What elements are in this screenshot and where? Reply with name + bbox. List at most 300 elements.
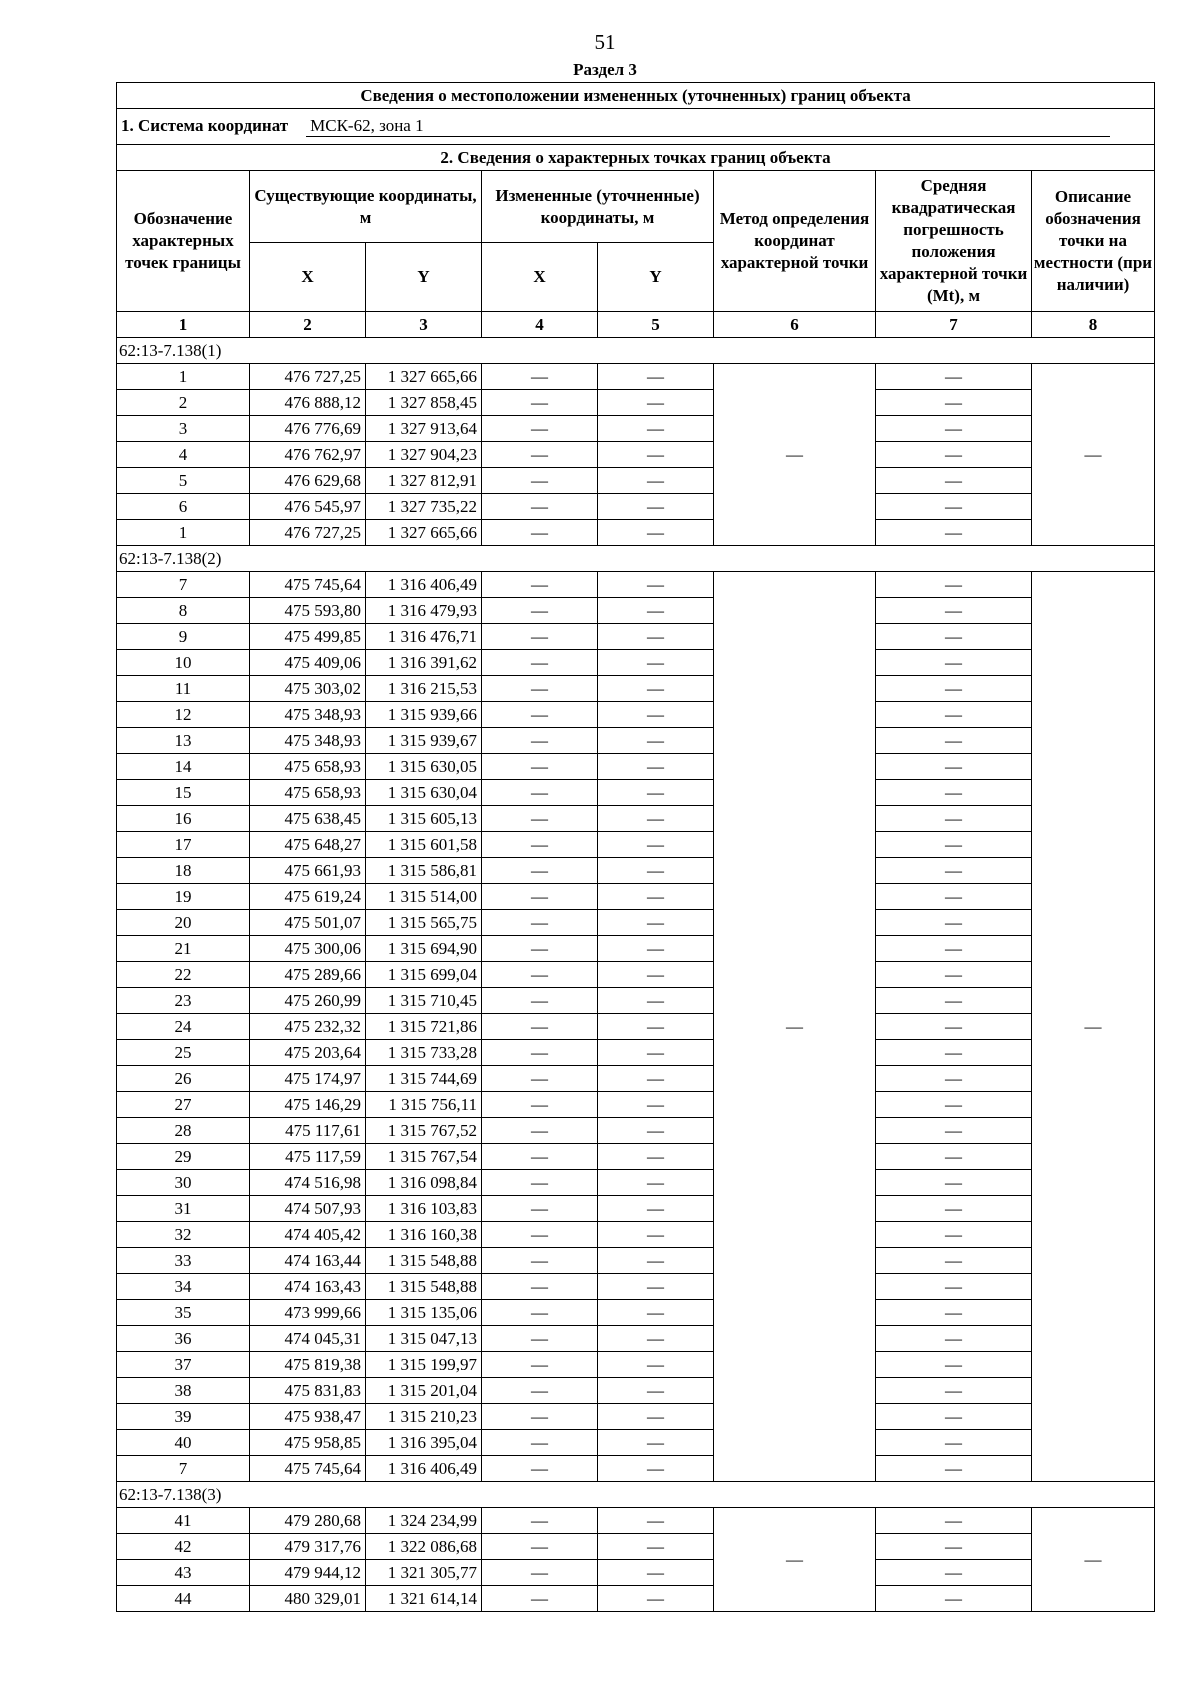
mean-error-cell: — xyxy=(876,624,1032,650)
page-number: 51 xyxy=(594,30,616,54)
existing-x: 474 163,43 xyxy=(250,1274,366,1300)
mean-error-cell: — xyxy=(876,832,1032,858)
changed-x: — xyxy=(482,702,598,728)
changed-x: — xyxy=(482,468,598,494)
changed-x: — xyxy=(482,1066,598,1092)
table-row xyxy=(117,1274,1155,1300)
existing-y: 1 327 812,91 xyxy=(366,468,482,494)
existing-y: 1 321 305,77 xyxy=(366,1560,482,1586)
mean-error-cell: — xyxy=(876,1092,1032,1118)
changed-x: — xyxy=(482,1170,598,1196)
existing-y: 1 327 858,45 xyxy=(366,390,482,416)
point-id: 43 xyxy=(117,1560,250,1586)
changed-y: — xyxy=(598,962,714,988)
header-point-designation: Обозначение характерных точек границы xyxy=(117,171,250,312)
changed-x: — xyxy=(482,858,598,884)
table-row xyxy=(117,624,1155,650)
existing-x: 475 938,47 xyxy=(250,1404,366,1430)
point-id: 42 xyxy=(117,1534,250,1560)
point-id: 16 xyxy=(117,806,250,832)
point-id: 13 xyxy=(117,728,250,754)
mean-error-cell: — xyxy=(876,962,1032,988)
table-row xyxy=(117,1534,1155,1560)
changed-y: — xyxy=(598,858,714,884)
changed-y: — xyxy=(598,832,714,858)
point-id: 17 xyxy=(117,832,250,858)
group-row xyxy=(117,338,1155,364)
table-row xyxy=(117,1170,1155,1196)
changed-y: — xyxy=(598,884,714,910)
point-id: 4 xyxy=(117,442,250,468)
changed-y: — xyxy=(598,442,714,468)
point-id: 31 xyxy=(117,1196,250,1222)
changed-x: — xyxy=(482,520,598,546)
changed-y: — xyxy=(598,598,714,624)
mean-error-cell: — xyxy=(876,884,1032,910)
changed-x: — xyxy=(482,728,598,754)
mean-error-cell: — xyxy=(876,1378,1032,1404)
changed-x: — xyxy=(482,806,598,832)
table-row xyxy=(117,884,1155,910)
existing-y: 1 316 476,71 xyxy=(366,624,482,650)
mean-error-cell: — xyxy=(876,1066,1032,1092)
changed-x: — xyxy=(482,1300,598,1326)
changed-x: — xyxy=(482,1534,598,1560)
point-id: 32 xyxy=(117,1222,250,1248)
existing-x: 474 516,98 xyxy=(250,1170,366,1196)
changed-x: — xyxy=(482,754,598,780)
changed-x: — xyxy=(482,572,598,598)
existing-y: 1 316 406,49 xyxy=(366,572,482,598)
changed-y: — xyxy=(598,702,714,728)
existing-y: 1 315 733,28 xyxy=(366,1040,482,1066)
table-row xyxy=(117,1040,1155,1066)
mean-error-cell: — xyxy=(876,364,1032,390)
table-row xyxy=(117,572,1155,598)
coord-system-value: МСК-62, зона 1 xyxy=(306,116,1110,137)
existing-x: 474 507,93 xyxy=(250,1196,366,1222)
mean-error-cell: — xyxy=(876,1352,1032,1378)
existing-y: 1 315 630,04 xyxy=(366,780,482,806)
point-id: 37 xyxy=(117,1352,250,1378)
existing-x: 479 280,68 xyxy=(250,1508,366,1534)
existing-x: 475 289,66 xyxy=(250,962,366,988)
table-row xyxy=(117,442,1155,468)
table-subtitle: 2. Сведения о характерных точках границ объекта xyxy=(117,145,1155,171)
existing-x: 475 409,06 xyxy=(250,650,366,676)
existing-x: 476 727,25 xyxy=(250,364,366,390)
column-number: 8 xyxy=(1032,312,1155,338)
existing-x: 474 405,42 xyxy=(250,1222,366,1248)
mean-error-cell: — xyxy=(876,1196,1032,1222)
existing-x: 475 232,32 xyxy=(250,1014,366,1040)
changed-x: — xyxy=(482,624,598,650)
existing-y: 1 316 103,83 xyxy=(366,1196,482,1222)
changed-x: — xyxy=(482,1456,598,1482)
existing-x: 475 958,85 xyxy=(250,1430,366,1456)
changed-x: — xyxy=(482,1222,598,1248)
mean-error-cell: — xyxy=(876,1534,1032,1560)
existing-x: 475 203,64 xyxy=(250,1040,366,1066)
mean-error-cell: — xyxy=(876,1118,1032,1144)
existing-y: 1 315 514,00 xyxy=(366,884,482,910)
mean-error-cell: — xyxy=(876,1222,1032,1248)
changed-y: — xyxy=(598,1066,714,1092)
changed-x: — xyxy=(482,988,598,1014)
table-title: Сведения о местоположении измененных (уточненных) границ объекта xyxy=(117,83,1155,109)
existing-x: 475 638,45 xyxy=(250,806,366,832)
existing-y: 1 315 201,04 xyxy=(366,1378,482,1404)
existing-y: 1 327 735,22 xyxy=(366,494,482,520)
changed-x: — xyxy=(482,442,598,468)
existing-y: 1 315 721,86 xyxy=(366,1014,482,1040)
table-row xyxy=(117,1560,1155,1586)
changed-y: — xyxy=(598,1352,714,1378)
existing-y: 1 316 395,04 xyxy=(366,1430,482,1456)
changed-x: — xyxy=(482,494,598,520)
existing-y: 1 322 086,68 xyxy=(366,1534,482,1560)
table-row xyxy=(117,1326,1155,1352)
mean-error-cell: — xyxy=(876,806,1032,832)
table-row xyxy=(117,468,1155,494)
table-row xyxy=(117,494,1155,520)
method-cell: — xyxy=(714,1508,876,1612)
changed-x: — xyxy=(482,676,598,702)
group-row xyxy=(117,546,1155,572)
existing-y: 1 315 939,66 xyxy=(366,702,482,728)
table-row xyxy=(117,780,1155,806)
changed-x: — xyxy=(482,1274,598,1300)
column-number: 6 xyxy=(714,312,876,338)
changed-y: — xyxy=(598,364,714,390)
mean-error-cell: — xyxy=(876,1508,1032,1534)
changed-x: — xyxy=(482,1014,598,1040)
table-row xyxy=(117,1014,1155,1040)
existing-y: 1 315 767,52 xyxy=(366,1118,482,1144)
changed-y: — xyxy=(598,1456,714,1482)
mean-error-cell: — xyxy=(876,416,1032,442)
table-row xyxy=(117,728,1155,754)
changed-y: — xyxy=(598,1378,714,1404)
changed-x: — xyxy=(482,1118,598,1144)
changed-y: — xyxy=(598,1092,714,1118)
changed-y: — xyxy=(598,1404,714,1430)
table-row xyxy=(117,1508,1155,1534)
changed-x: — xyxy=(482,390,598,416)
changed-y: — xyxy=(598,1222,714,1248)
parcel-number: 62:13-7.138(2) xyxy=(117,546,1155,572)
changed-x: — xyxy=(482,884,598,910)
changed-y: — xyxy=(598,676,714,702)
table-row xyxy=(117,1222,1155,1248)
existing-x: 475 174,97 xyxy=(250,1066,366,1092)
existing-y: 1 315 605,13 xyxy=(366,806,482,832)
point-id: 5 xyxy=(117,468,250,494)
table-row xyxy=(117,520,1155,546)
table-row xyxy=(117,364,1155,390)
point-id: 36 xyxy=(117,1326,250,1352)
existing-y: 1 327 665,66 xyxy=(366,364,482,390)
point-id: 29 xyxy=(117,1144,250,1170)
column-number: 2 xyxy=(250,312,366,338)
column-number: 3 xyxy=(366,312,482,338)
parcel-number: 62:13-7.138(3) xyxy=(117,1482,1155,1508)
existing-x: 475 117,59 xyxy=(250,1144,366,1170)
changed-y: — xyxy=(598,728,714,754)
group-row xyxy=(117,1482,1155,1508)
existing-y: 1 315 210,23 xyxy=(366,1404,482,1430)
existing-y: 1 321 614,14 xyxy=(366,1586,482,1612)
point-id: 7 xyxy=(117,1456,250,1482)
changed-x: — xyxy=(482,1560,598,1586)
table-row xyxy=(117,702,1155,728)
description-cell: — xyxy=(1032,1508,1155,1612)
point-id: 39 xyxy=(117,1404,250,1430)
existing-x: 475 745,64 xyxy=(250,1456,366,1482)
existing-y: 1 315 586,81 xyxy=(366,858,482,884)
changed-y: — xyxy=(598,1040,714,1066)
column-number: 5 xyxy=(598,312,714,338)
method-cell: — xyxy=(714,572,876,1482)
existing-y: 1 315 710,45 xyxy=(366,988,482,1014)
existing-x: 475 348,93 xyxy=(250,702,366,728)
changed-x: — xyxy=(482,1040,598,1066)
changed-x: — xyxy=(482,962,598,988)
existing-y: 1 315 601,58 xyxy=(366,832,482,858)
mean-error-cell: — xyxy=(876,442,1032,468)
point-id: 15 xyxy=(117,780,250,806)
point-id: 34 xyxy=(117,1274,250,1300)
changed-x: — xyxy=(482,910,598,936)
changed-y: — xyxy=(598,650,714,676)
table-row xyxy=(117,598,1155,624)
changed-y: — xyxy=(598,910,714,936)
changed-x: — xyxy=(482,1586,598,1612)
header-method: Метод определения координат характерной точки xyxy=(714,171,876,312)
existing-x: 475 593,80 xyxy=(250,598,366,624)
existing-y: 1 315 756,11 xyxy=(366,1092,482,1118)
mean-error-cell: — xyxy=(876,702,1032,728)
mean-error-cell: — xyxy=(876,598,1032,624)
existing-x: 475 619,24 xyxy=(250,884,366,910)
existing-x: 479 944,12 xyxy=(250,1560,366,1586)
table-row xyxy=(117,1248,1155,1274)
point-id: 11 xyxy=(117,676,250,702)
existing-x: 475 499,85 xyxy=(250,624,366,650)
existing-x: 475 117,61 xyxy=(250,1118,366,1144)
mean-error-cell: — xyxy=(876,676,1032,702)
changed-y: — xyxy=(598,624,714,650)
parcel-number: 62:13-7.138(1) xyxy=(117,338,1155,364)
changed-y: — xyxy=(598,1170,714,1196)
point-id: 35 xyxy=(117,1300,250,1326)
table-row xyxy=(117,1456,1155,1482)
changed-x: — xyxy=(482,1326,598,1352)
point-id: 2 xyxy=(117,390,250,416)
description-cell: — xyxy=(1032,364,1155,546)
existing-y: 1 315 548,88 xyxy=(366,1274,482,1300)
boundary-points-table xyxy=(116,82,1155,1612)
table-row xyxy=(117,832,1155,858)
point-id: 3 xyxy=(117,416,250,442)
header-changed-y: Y xyxy=(598,243,714,312)
table-row xyxy=(117,806,1155,832)
mean-error-cell: — xyxy=(876,390,1032,416)
point-id: 20 xyxy=(117,910,250,936)
section-heading: Раздел 3 xyxy=(573,60,637,79)
existing-x: 475 831,83 xyxy=(250,1378,366,1404)
header-changed-x: X xyxy=(482,243,598,312)
existing-x: 475 661,93 xyxy=(250,858,366,884)
mean-error-cell: — xyxy=(876,1170,1032,1196)
table-row xyxy=(117,754,1155,780)
existing-y: 1 315 548,88 xyxy=(366,1248,482,1274)
existing-y: 1 315 694,90 xyxy=(366,936,482,962)
existing-y: 1 315 767,54 xyxy=(366,1144,482,1170)
mean-error-cell: — xyxy=(876,936,1032,962)
point-id: 38 xyxy=(117,1378,250,1404)
changed-y: — xyxy=(598,572,714,598)
mean-error-cell: — xyxy=(876,1456,1032,1482)
changed-y: — xyxy=(598,1144,714,1170)
mean-error-cell: — xyxy=(876,572,1032,598)
mean-error-cell: — xyxy=(876,1586,1032,1612)
changed-x: — xyxy=(482,832,598,858)
existing-x: 475 658,93 xyxy=(250,754,366,780)
mean-error-cell: — xyxy=(876,1300,1032,1326)
table-row xyxy=(117,910,1155,936)
changed-y: — xyxy=(598,1196,714,1222)
existing-y: 1 315 135,06 xyxy=(366,1300,482,1326)
header-existing-y: Y xyxy=(366,243,482,312)
changed-x: — xyxy=(482,598,598,624)
changed-y: — xyxy=(598,468,714,494)
mean-error-cell: — xyxy=(876,1326,1032,1352)
changed-y: — xyxy=(598,1300,714,1326)
changed-y: — xyxy=(598,780,714,806)
column-numbers-row xyxy=(117,312,1155,338)
table-row xyxy=(117,416,1155,442)
changed-x: — xyxy=(482,1352,598,1378)
table-row xyxy=(117,1430,1155,1456)
header-existing-coords: Существующие координаты, м xyxy=(250,171,482,243)
table-row xyxy=(117,1586,1155,1612)
point-id: 23 xyxy=(117,988,250,1014)
existing-y: 1 327 665,66 xyxy=(366,520,482,546)
existing-y: 1 315 565,75 xyxy=(366,910,482,936)
existing-x: 476 629,68 xyxy=(250,468,366,494)
existing-x: 479 317,76 xyxy=(250,1534,366,1560)
existing-y: 1 315 699,04 xyxy=(366,962,482,988)
changed-y: — xyxy=(598,1326,714,1352)
table-row xyxy=(117,676,1155,702)
point-id: 24 xyxy=(117,1014,250,1040)
mean-error-cell: — xyxy=(876,858,1032,884)
existing-x: 475 300,06 xyxy=(250,936,366,962)
table-row xyxy=(117,1092,1155,1118)
mean-error-cell: — xyxy=(876,780,1032,806)
point-id: 7 xyxy=(117,572,250,598)
existing-y: 1 316 160,38 xyxy=(366,1222,482,1248)
point-id: 27 xyxy=(117,1092,250,1118)
point-id: 26 xyxy=(117,1066,250,1092)
changed-y: — xyxy=(598,1274,714,1300)
existing-y: 1 327 913,64 xyxy=(366,416,482,442)
changed-y: — xyxy=(598,1508,714,1534)
table-row xyxy=(117,1378,1155,1404)
point-id: 1 xyxy=(117,364,250,390)
point-id: 44 xyxy=(117,1586,250,1612)
point-id: 30 xyxy=(117,1170,250,1196)
existing-x: 475 348,93 xyxy=(250,728,366,754)
table-row xyxy=(117,962,1155,988)
changed-x: — xyxy=(482,1092,598,1118)
changed-y: — xyxy=(598,1586,714,1612)
existing-x: 474 163,44 xyxy=(250,1248,366,1274)
changed-y: — xyxy=(598,1430,714,1456)
existing-x: 476 762,97 xyxy=(250,442,366,468)
existing-x: 475 819,38 xyxy=(250,1352,366,1378)
changed-y: — xyxy=(598,988,714,1014)
existing-y: 1 316 406,49 xyxy=(366,1456,482,1482)
column-number: 7 xyxy=(876,312,1032,338)
existing-y: 1 324 234,99 xyxy=(366,1508,482,1534)
existing-x: 476 776,69 xyxy=(250,416,366,442)
changed-y: — xyxy=(598,1118,714,1144)
mean-error-cell: — xyxy=(876,520,1032,546)
point-id: 21 xyxy=(117,936,250,962)
mean-error-cell: — xyxy=(876,910,1032,936)
header-changed-coords: Измененные (уточненные) координаты, м xyxy=(482,171,714,243)
table-row xyxy=(117,988,1155,1014)
existing-x: 475 303,02 xyxy=(250,676,366,702)
existing-x: 475 745,64 xyxy=(250,572,366,598)
existing-y: 1 316 215,53 xyxy=(366,676,482,702)
point-id: 12 xyxy=(117,702,250,728)
column-number: 1 xyxy=(117,312,250,338)
mean-error-cell: — xyxy=(876,468,1032,494)
existing-x: 476 727,25 xyxy=(250,520,366,546)
changed-x: — xyxy=(482,1196,598,1222)
changed-y: — xyxy=(598,390,714,416)
existing-y: 1 315 744,69 xyxy=(366,1066,482,1092)
point-id: 41 xyxy=(117,1508,250,1534)
mean-error-cell: — xyxy=(876,728,1032,754)
existing-x: 473 999,66 xyxy=(250,1300,366,1326)
point-id: 33 xyxy=(117,1248,250,1274)
point-id: 6 xyxy=(117,494,250,520)
table-row xyxy=(117,1352,1155,1378)
changed-x: — xyxy=(482,1508,598,1534)
changed-x: — xyxy=(482,1378,598,1404)
point-id: 10 xyxy=(117,650,250,676)
point-id: 40 xyxy=(117,1430,250,1456)
existing-x: 476 888,12 xyxy=(250,390,366,416)
changed-x: — xyxy=(482,936,598,962)
changed-y: — xyxy=(598,754,714,780)
changed-x: — xyxy=(482,780,598,806)
changed-y: — xyxy=(598,806,714,832)
changed-y: — xyxy=(598,494,714,520)
mean-error-cell: — xyxy=(876,1040,1032,1066)
table-row xyxy=(117,1118,1155,1144)
existing-x: 480 329,01 xyxy=(250,1586,366,1612)
header-mean-error: Средняя квадратическая погрешность положения характерной точки (Mt), м xyxy=(876,171,1032,312)
existing-y: 1 315 047,13 xyxy=(366,1326,482,1352)
changed-y: — xyxy=(598,520,714,546)
table-row xyxy=(117,936,1155,962)
mean-error-cell: — xyxy=(876,1560,1032,1586)
